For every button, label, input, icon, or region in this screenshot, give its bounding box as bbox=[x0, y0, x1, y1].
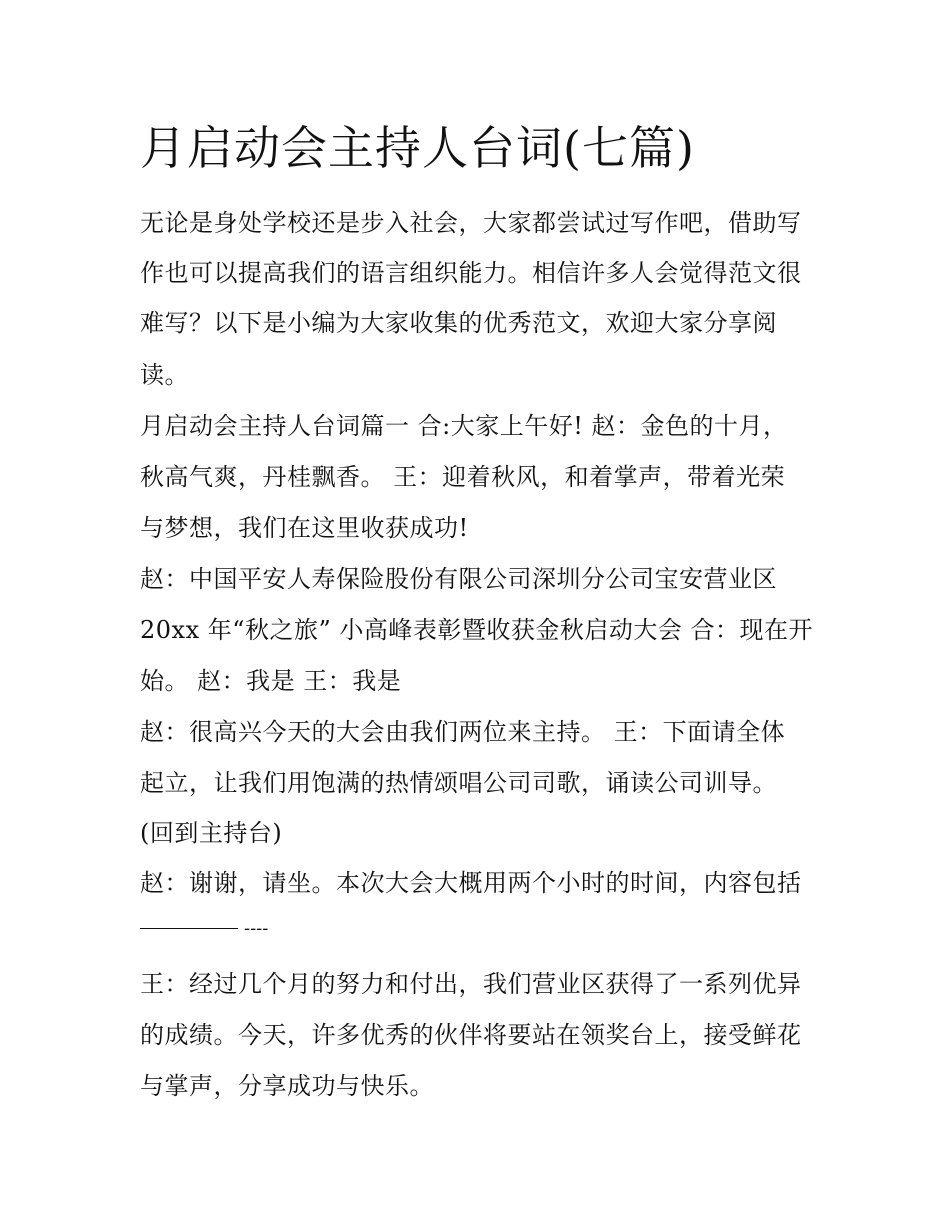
document-title: 月启动会主持人台词(七篇) bbox=[140, 121, 695, 175]
paragraph-line: 难写？以下是小编为大家收集的优秀范文，欢迎大家分享阅 bbox=[140, 309, 777, 337]
paragraph-line: 赵：中国平安人寿保险股份有限公司深圳分公司宝安营业区 bbox=[140, 565, 777, 593]
paragraph-line: 与掌声，分享成功与快乐。 bbox=[140, 1072, 434, 1100]
paragraph-line: 与梦想，我们在这里收获成功! bbox=[140, 514, 469, 542]
paragraph-line: 20xx 年“秋之旅” 小高峰表彰暨收获金秋启动大会 合：现在开 bbox=[140, 616, 814, 644]
fill-in-blank bbox=[140, 918, 268, 950]
paragraph-line: 赵：很高兴今天的大会由我们两位来主持。 王：下面请全体 bbox=[140, 718, 786, 746]
blank-dashes: ---- bbox=[244, 918, 269, 939]
paragraph-line: 赵：谢谢，请坐。本次大会大概用两个小时的时间，内容包括 bbox=[140, 869, 802, 897]
paragraph-line: (回到主持台) bbox=[140, 819, 283, 847]
paragraph-line: 无论是身处学校还是步入社会，大家都尝试过写作吧，借助写 bbox=[140, 209, 802, 237]
paragraph-line: 月启动会主持人台词篇一 合:大家上午好! 赵：金色的十月， bbox=[140, 412, 788, 440]
paragraph-line: 王：经过几个月的努力和付出，我们营业区获得了一系列优异 bbox=[140, 970, 802, 998]
blank-underline bbox=[140, 928, 238, 929]
paragraph-line: 读。 bbox=[140, 361, 189, 389]
paragraph-line: 起立，让我们用饱满的热情颂唱公司司歌，诵读公司训导。 bbox=[140, 769, 777, 797]
paragraph-line: 秋高气爽，丹桂飘香。 王：迎着秋风，和着掌声，带着光荣 bbox=[140, 463, 786, 491]
paragraph-line: 的成绩。今天，许多优秀的伙伴将要站在领奖台上，接受鲜花 bbox=[140, 1021, 802, 1049]
paragraph-line: 作也可以提高我们的语言组织能力。相信许多人会觉得范文很 bbox=[140, 259, 802, 287]
paragraph-line: 始。 赵：我是 王：我是 bbox=[140, 667, 402, 695]
